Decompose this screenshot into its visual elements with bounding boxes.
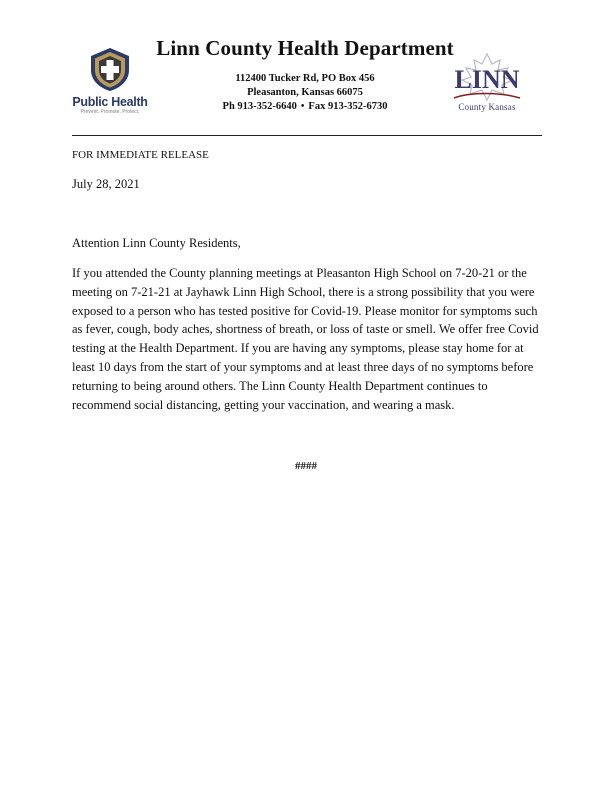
contact-line bbox=[190, 100, 420, 114]
public-health-tagline: Prevent. Promote. Protect. bbox=[80, 109, 140, 115]
county-kansas-label: County Kansas bbox=[458, 102, 516, 112]
body-paragraph: If you attended the County planning meetings at Pleasanton High School on 7-20-21 or the meeting on 7-21-21 at Jayhawk Linn High School, there is a strong possibility that you were exposed to a person who has tested positive for Covid-19. Please monitor for symptoms such as fever, cough, body aches, shortness of breath, or loss of taste or smell. We offer free Covid testing at the Health Department. If you are having any symptoms, please stay home for at least 10 days from the start of your symptoms and at least three days of no symptoms before returning to being around others. The Linn County Health Department continues to recommend social distancing, getting your vaccination, and wearing a mask. bbox=[72, 266, 539, 412]
end-mark: #### bbox=[295, 460, 317, 472]
release-date: July 28, 2021 bbox=[72, 177, 140, 191]
linn-county-logo bbox=[440, 52, 534, 124]
fax-number: Fax 913-352-6730 bbox=[308, 101, 388, 112]
public-health-title: Public Health bbox=[72, 95, 148, 109]
address-city: Pleasanton, Kansas 66075 bbox=[247, 87, 363, 98]
greeting: Attention Linn County Residents, bbox=[72, 236, 241, 250]
phone-number: Ph 913-352-6640 bbox=[222, 101, 297, 112]
organization-name: Linn County Health Department bbox=[156, 36, 454, 60]
public-health-logo bbox=[70, 46, 150, 118]
separator-bullet: • bbox=[300, 101, 305, 112]
letterhead bbox=[0, 0, 612, 140]
svg-text:LINN: LINN bbox=[454, 65, 520, 94]
shield-cross-icon bbox=[88, 46, 132, 92]
header-divider bbox=[72, 135, 542, 136]
maple-leaf-monogram-icon bbox=[440, 52, 534, 102]
release-label: FOR IMMEDIATE RELEASE bbox=[72, 149, 209, 161]
address-street: 112400 Tucker Rd, PO Box 456 bbox=[235, 73, 375, 84]
